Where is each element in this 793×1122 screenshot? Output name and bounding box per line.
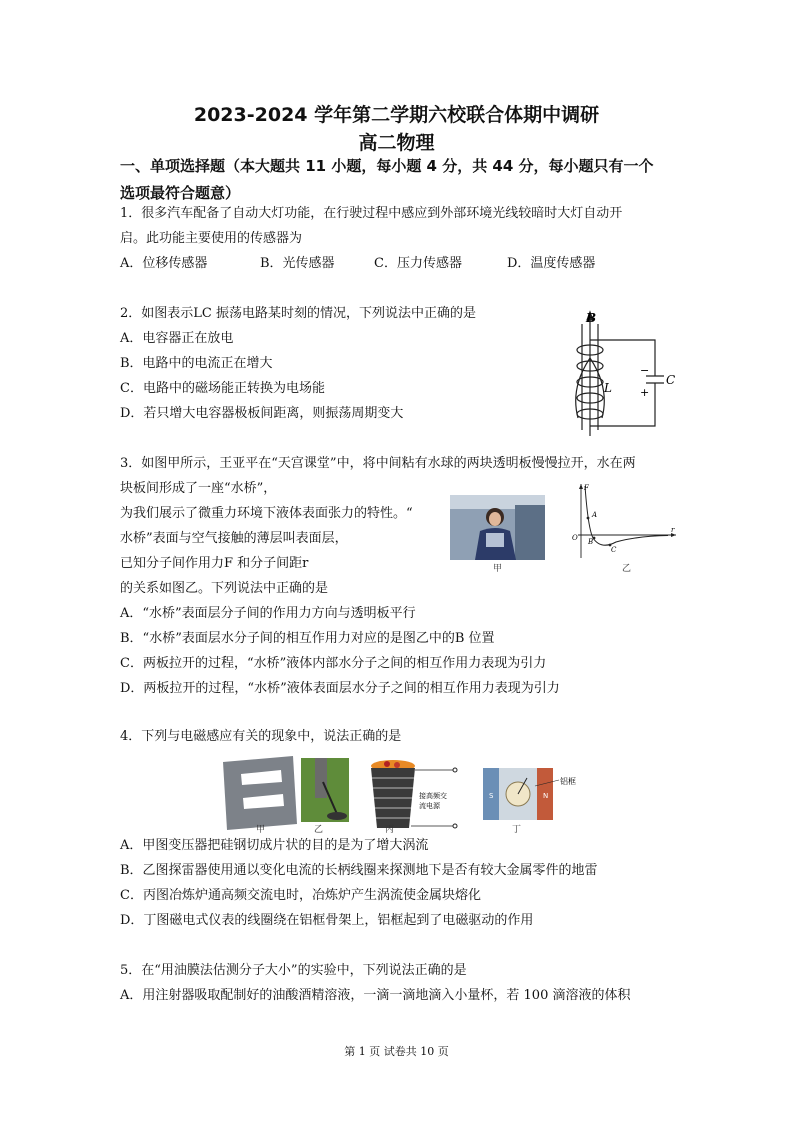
mine-detector-figure	[301, 758, 349, 822]
furnace-label-2: 流电源	[419, 802, 440, 810]
section-heading-line1: 一、单项选择题（本大题共 11 小题，每小题 4 分，共 44 分，每小题只有一个	[120, 157, 654, 175]
q3-line6: 的关系如图乙。下列说法中正确的是	[120, 581, 329, 596]
q3-line5: 已知分子间作用力F 和分子间距r	[120, 556, 309, 571]
q1-option-a: A．位移传感器	[120, 256, 208, 271]
astronaut-face	[489, 512, 501, 526]
q3-option-c: C．两板拉开的过程，“水桥”液体内部水分子之间的相互作用力表现为引力	[120, 656, 547, 671]
furnace-label-1: 接高频交	[419, 792, 447, 800]
q1-line2: 启。此功能主要使用的传感器为	[120, 231, 303, 246]
section-heading-line2: 选项最符合题意）	[120, 184, 241, 202]
q2-option-c: C．电路中的磁场能正转换为电场能	[120, 381, 325, 396]
terminal-2	[453, 824, 457, 828]
q1-options	[120, 255, 595, 273]
label-minus: −	[640, 364, 650, 377]
meter-figure	[483, 768, 576, 820]
label-c: C	[666, 373, 676, 387]
label-r: r	[671, 526, 675, 534]
photo-caption-jia: 甲	[493, 564, 503, 574]
point-a	[587, 517, 590, 520]
caption-ding: 丁	[512, 825, 522, 835]
q5-stem: 5．在“用油膜法估测分子大小”的实验中，下列说法正确的是	[120, 963, 467, 978]
q2-option-a: A．电容器正在放电	[120, 331, 234, 346]
exam-title: 2023-2024 学年第二学期六校联合体期中调研	[193, 104, 600, 126]
f-axis-arrow	[579, 484, 583, 489]
force-curve	[585, 486, 668, 545]
photo-panel	[515, 505, 545, 560]
q2-option-b: B．电路中的电流正在增大	[120, 356, 273, 371]
q3-option-b: B．“水桥”表面层水分子间的相互作用力对应的是图乙中的B 位置	[120, 631, 495, 646]
q3-line4: 水桥”表面与空气接触的薄层叫表面层，	[120, 531, 348, 546]
caption-yi: 乙	[314, 825, 324, 835]
caption-jia: 甲	[256, 825, 266, 835]
transparent-plates	[486, 533, 504, 547]
q3-option-d: D．两板拉开的过程，“水桥”液体表面层水分子之间的相互作用力表现为引力	[120, 681, 560, 696]
meter-frame-label: 铝框	[560, 777, 576, 786]
q3-option-a: A．“水桥”表面层分子间的作用力方向与透明板平行	[120, 606, 416, 621]
molten-metal-2	[394, 762, 400, 768]
terminal-1	[453, 768, 457, 772]
q1-option-c: C．压力传感器	[374, 256, 462, 271]
q1-option-b: B．光传感器	[260, 256, 335, 271]
q4-option-d: D．丁图磁电式仪表的线圈绕在铝框骨架上，铝框起到了电磁驱动的作用	[120, 913, 534, 928]
lc-circuit-figure	[560, 308, 680, 436]
molten-metal-1	[384, 761, 390, 767]
q3-line2: 块板间形成了一座“水桥”，	[120, 481, 277, 496]
q5-option-a: A．用注射器吸取配制好的油酸酒精溶液，一滴一滴地滴入小量杯，若 100 滴溶液的体积	[120, 988, 631, 1003]
q4-option-c: C．丙图冶炼炉通高频交流电时，冶炼炉产生涡流使金属块熔化	[120, 888, 481, 903]
graph-caption-yi: 乙	[622, 564, 632, 574]
meter-s-label: S	[489, 792, 494, 800]
q4-stem: 4．下列与电磁感应有关的现象中，说法正确的是	[120, 729, 402, 744]
core-plate	[223, 756, 297, 830]
exam-subtitle: 高二物理	[358, 132, 435, 154]
water-bridge-photo	[450, 495, 545, 560]
label-a: A	[592, 511, 598, 519]
q4-option-a: A．甲图变压器把硅钢切成片状的目的是为了增大涡流	[120, 838, 429, 853]
q3-line1: 3．如图甲所示，王亚平在“天宫课堂”中，将中间粘有水球的两块透明板慢慢拉开，水在两	[120, 456, 636, 471]
label-o: O	[572, 534, 578, 542]
label-b: B	[588, 538, 594, 546]
label-c: C	[611, 546, 617, 554]
label-l: L	[604, 381, 612, 395]
q1-line1: 1．很多汽车配备了自动大灯功能，在行驶过程中感应到外部环境光线较暗时大灯自动开	[120, 206, 623, 221]
force-distance-graph	[568, 480, 678, 560]
operator-legs	[315, 758, 327, 798]
meter-n-label: N	[543, 792, 549, 800]
q2-option-d: D．若只增大电容器极板间距离，则振荡周期变大	[120, 406, 404, 421]
q4-figures	[215, 752, 585, 834]
caption-bing: 丙	[385, 825, 395, 835]
furnace-figure	[371, 760, 457, 828]
page-footer: 第 1 页 试卷共 10 页	[344, 1045, 449, 1058]
q4-option-b: B．乙图探雷器使用通以变化电流的长柄线圈来探测地下是否有较大金属零件的地雷	[120, 863, 598, 878]
label-plus: +	[640, 386, 650, 399]
detector-coil	[327, 812, 347, 820]
q1-option-d: D．温度传感器	[507, 256, 596, 271]
label-f: F	[584, 484, 589, 492]
transformer-core-figure	[223, 756, 297, 830]
q3-line3: 为我们展示了微重力环境下液体表面张力的特性。“	[120, 506, 413, 521]
label-b: B	[586, 311, 597, 325]
q2-stem: 2．如图表示LC 振荡电路某时刻的情况，下列说法中正确的是	[120, 306, 476, 321]
